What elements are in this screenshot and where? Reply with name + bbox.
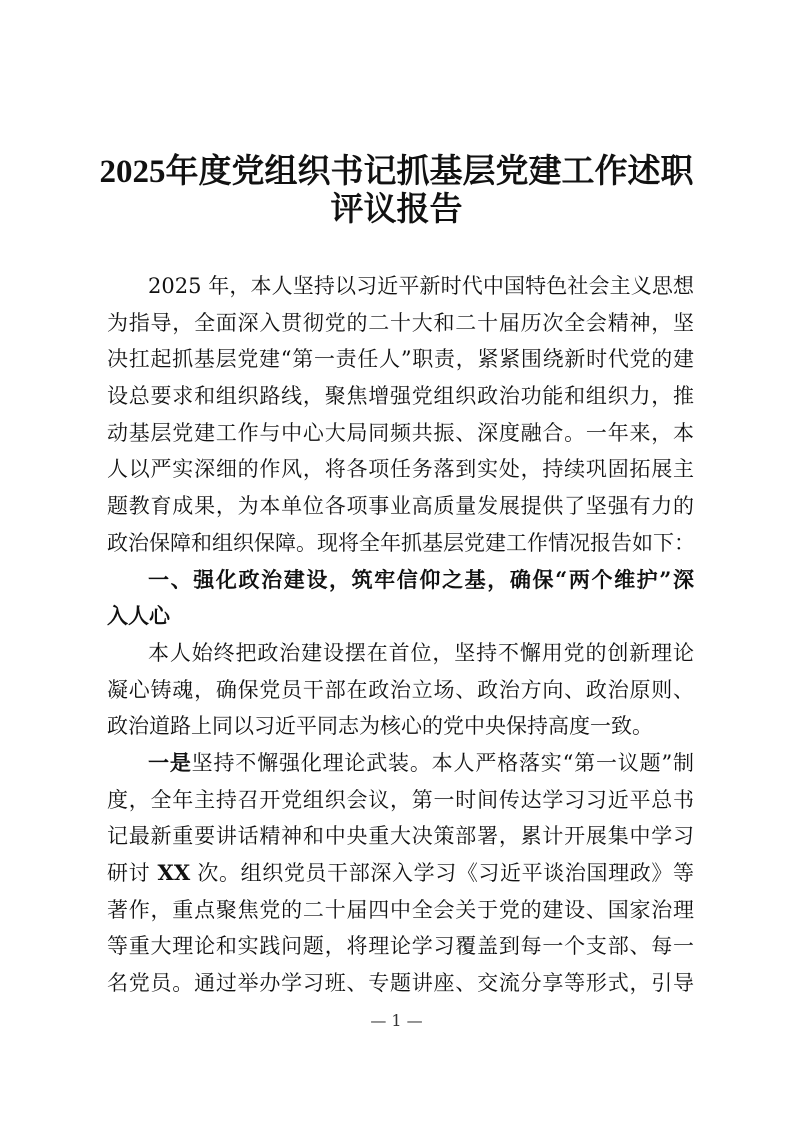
text-line: [107, 525, 694, 562]
text-run: 人以严实深细的作风，将各项任务落到实处，持续巩固拓展主: [107, 457, 694, 482]
text-run: 记最新重要讲话精神和中央重大决策部署，累计开展集中学习: [107, 824, 694, 849]
text-run: 名党员。通过举办学习班、专题讲座、交流分享等形式，引导: [107, 971, 694, 996]
text-line: [107, 488, 694, 525]
document-title-line-1: 2025年度党组织书记抓基层党建工作述职: [99, 154, 694, 190]
text-line: [107, 305, 694, 342]
text-line: [107, 598, 694, 635]
text-line: [107, 451, 694, 488]
text-run: 2025 年，本人坚持以习近平新时代中国特色社会主义思想: [148, 274, 694, 298]
text-line: [107, 745, 694, 782]
text-line: [107, 818, 694, 855]
text-line: [107, 782, 694, 819]
bold-text: XX: [157, 860, 191, 885]
text-run: 次。组织党员干部深入学习《习近平谈治国理政》等: [190, 861, 694, 885]
text-line: [107, 672, 694, 709]
text-line: [107, 378, 694, 415]
text-run: 度，全年主持召开党组织会议，第一时间传达学习习近平总书: [107, 787, 694, 812]
bold-text: 一是: [148, 749, 192, 775]
text-run: 决扛起抓基层党建“第一责任人”职责，紧紧围绕新时代党的建: [107, 347, 694, 372]
text-run: 著作，重点聚焦党的二十届四中全会关于党的建设、国家治理: [107, 897, 694, 922]
text-run: 本人始终把政治建设摆在首位，坚持不懈用党的创新理论: [148, 640, 694, 665]
document-body: [107, 268, 694, 1002]
text-run: 政治保障和组织保障。现将全年抓基层党建工作情况报告如下：: [107, 530, 695, 555]
page-number: — 1 —: [370, 1011, 423, 1030]
text-line: [107, 965, 694, 1002]
text-run: 等重大理论和实践问题，将理论学习覆盖到每一个支部、每一: [107, 934, 694, 959]
text-run: 政治道路上同以习近平同志为核心的党中央保持高度一致。: [107, 714, 653, 739]
text-run: 动基层党建工作与中心大局同频共振、深度融合。一年来，本: [107, 420, 694, 445]
text-run: 为指导，全面深入贯彻党的二十大和二十届历次全会精神，坚: [107, 310, 694, 335]
text-run: 凝心铸魂，确保党员干部在政治立场、政治方向、政治原则、: [107, 677, 694, 702]
text-line: [107, 268, 694, 305]
bold-text: 一、强化政治建设，筑牢信仰之基，确保“两个维护”深: [148, 566, 694, 592]
text-run: 研讨: [107, 861, 158, 885]
text-run: 题教育成果，为本单位各项事业高质量发展提供了坚强有力的: [107, 494, 694, 519]
text-line: [107, 928, 694, 965]
bold-text: 入人心: [107, 603, 170, 629]
text-line: [107, 415, 694, 452]
text-line: [107, 892, 694, 929]
text-line: [107, 855, 694, 892]
text-run: 设总要求和组织路线，聚焦增强党组织政治功能和组织力，推: [107, 384, 694, 409]
text-line: [107, 562, 694, 599]
text-line: [107, 341, 694, 378]
text-line: [107, 708, 694, 745]
text-line: [107, 635, 694, 672]
document-title-line-2: 评议报告: [330, 192, 463, 228]
text-run: 坚持不懈强化理论武装。本人严格落实“第一议题”制: [191, 750, 695, 775]
